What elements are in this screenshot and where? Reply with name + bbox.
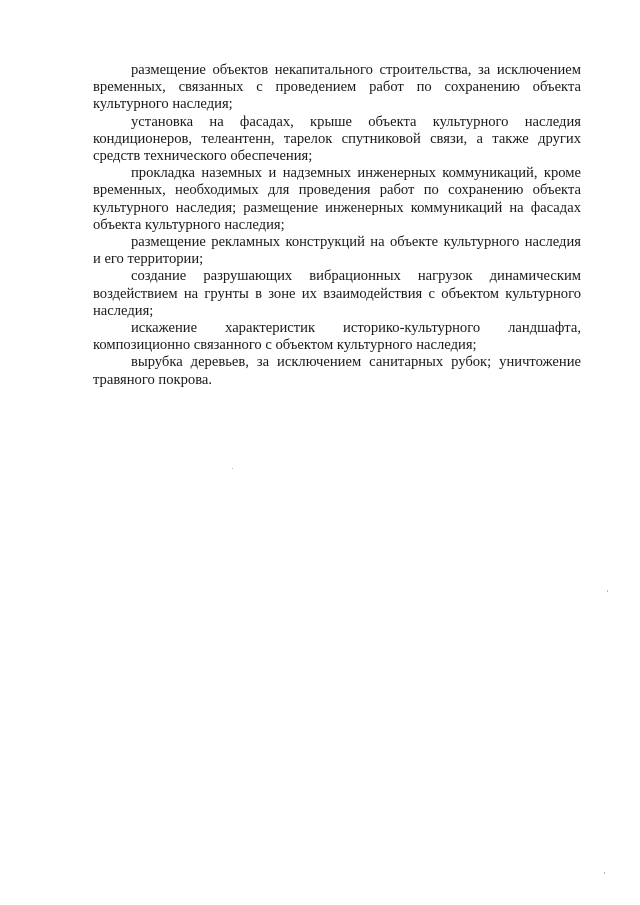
- restriction-paragraph: размещение рекламных конструкций на объекте культурного наследия и его территории;: [93, 234, 581, 268]
- scan-speck: [604, 872, 605, 874]
- restriction-paragraph: установка на фасадах, крыше объекта культурного наследия кондиционеров, телеантенн, тарелок спутниковой связи, а также других средств технического обеспечения;: [93, 113, 581, 165]
- restrictions-list: [93, 62, 581, 389]
- scan-speck: [232, 468, 233, 469]
- restriction-paragraph: искажение характеристик историко-культурного ландшафта, композиционно связанного с объектом культурного наследия;: [93, 320, 581, 354]
- restriction-paragraph: размещение объектов некапитального строительства, за исключением временных, связанных с проведением работ по сохранению объекта культурного наследия;: [93, 62, 581, 113]
- restriction-paragraph: создание разрушающих вибрационных нагрузок динамическим воздействием на грунты в зоне их взаимодействия с объектом культурного наследия;: [93, 268, 581, 319]
- scan-speck: [607, 590, 608, 592]
- restriction-paragraph: вырубка деревьев, за исключением санитарных рубок; уничтожение травяного покрова.: [93, 354, 581, 388]
- restriction-paragraph: прокладка наземных и надземных инженерных коммуникаций, кроме временных, необходимых для проведения работ по сохранению объекта культурного наследия; размещение инженерных коммуникаций на фасадах объекта культурного наследия;: [93, 165, 581, 233]
